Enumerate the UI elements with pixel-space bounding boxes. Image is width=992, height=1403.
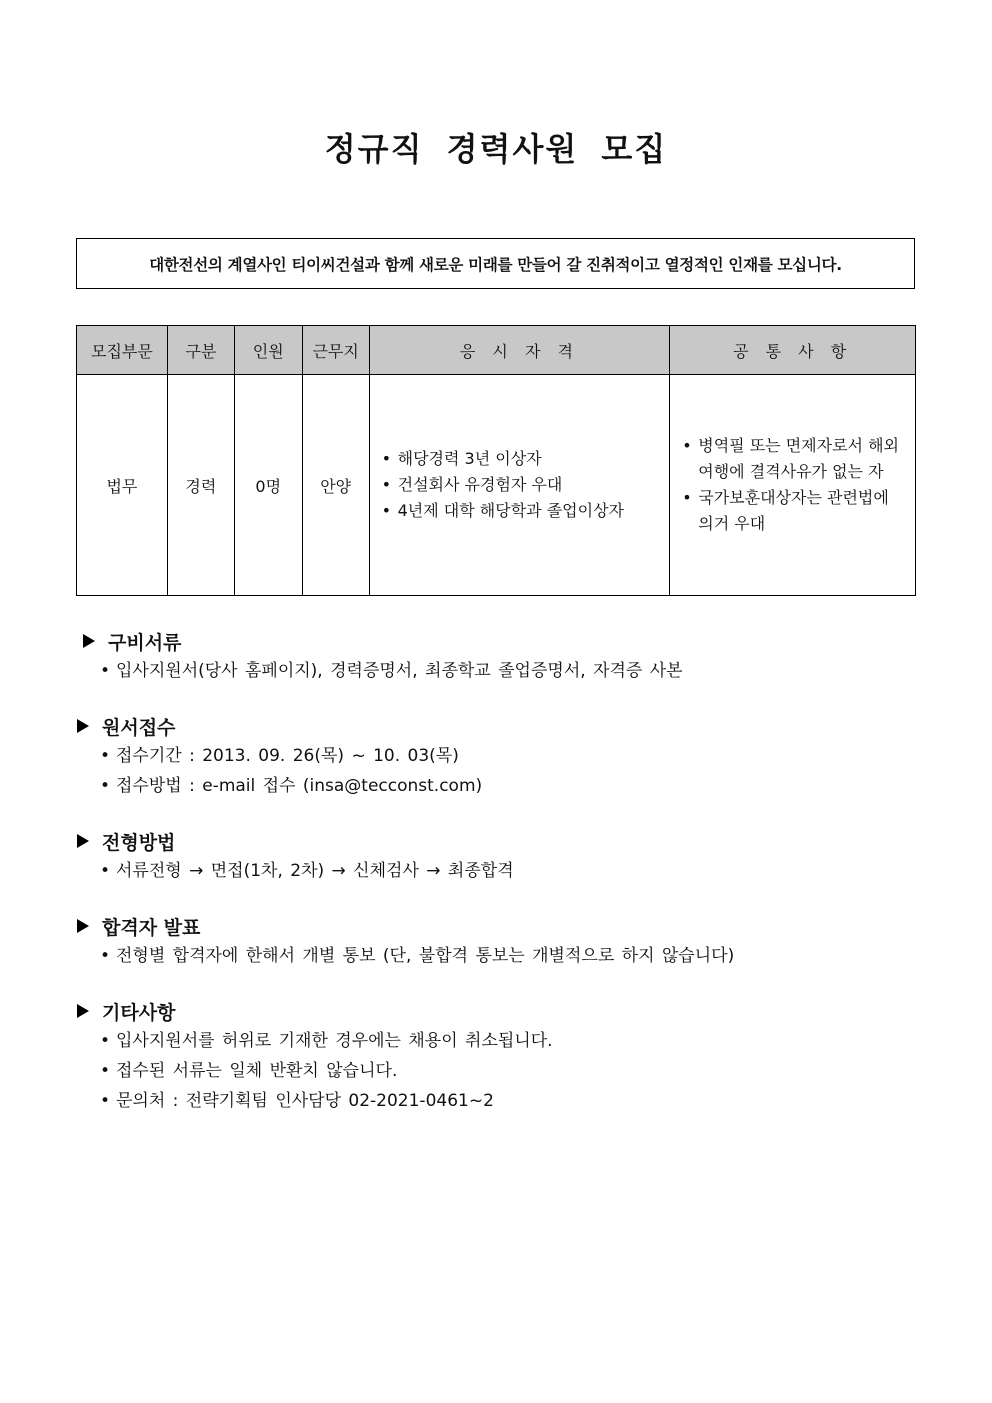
section-documents — [76, 626, 916, 686]
list-item: • 4년제 대학 해당학과 졸업이상자 — [380, 498, 660, 524]
intro-text: 대한전선의 계열사인 티이씨건설과 함께 새로운 미래를 만들어 갈 진취적이고 열정적인 인재를 모십니다. — [149, 255, 842, 274]
cell-qualifications — [369, 375, 670, 596]
table-header-row — [77, 326, 916, 375]
section-items — [76, 656, 916, 686]
list-item: • 건설회사 유경험자 우대 — [380, 472, 660, 498]
intro-box — [76, 238, 915, 289]
header-common: 공 통 사 항 — [670, 326, 916, 375]
cell-location: 안양 — [302, 375, 369, 596]
header-qualification: 응 시 자 격 — [369, 326, 670, 375]
triangle-right-icon — [76, 918, 90, 934]
header-location: 근무지 — [302, 326, 369, 375]
section-items — [76, 941, 916, 971]
section-other — [76, 996, 916, 1116]
recruitment-table — [76, 325, 916, 596]
section-heading-text: 합격자 발표 — [102, 916, 201, 939]
section-selection — [76, 826, 916, 886]
list-item: • 전형별 합격자에 한해서 개별 통보 (단, 불합격 통보는 개별적으로 하지 않습니다) — [98, 941, 916, 971]
section-announcement — [76, 911, 916, 971]
header-type: 구분 — [167, 326, 234, 375]
section-heading-text: 원서접수 — [102, 716, 176, 739]
list-item: • 접수된 서류는 일체 반환치 않습니다. — [98, 1056, 916, 1086]
triangle-right-icon — [76, 1003, 90, 1019]
section-items — [76, 741, 916, 801]
cell-dept: 법무 — [77, 375, 168, 596]
section-heading — [76, 826, 916, 856]
list-item: • 문의처 : 전략기획팀 인사담당 02-2021-0461~2 — [98, 1086, 916, 1116]
section-items — [76, 1026, 916, 1116]
cell-type: 경력 — [167, 375, 234, 596]
list-item: • 입사지원서(당사 홈페이지), 경력증명서, 최종학교 졸업증명서, 자격증 사본 — [98, 656, 916, 686]
cell-count: 0명 — [234, 375, 302, 596]
list-item: • 서류전형 → 면접(1차, 2차) → 신체검사 → 최종합격 — [98, 856, 916, 886]
section-heading-text: 구비서류 — [108, 631, 182, 654]
list-item: • 입사지원서를 허위로 기재한 경우에는 채용이 취소됩니다. — [98, 1026, 916, 1056]
triangle-right-icon — [76, 833, 90, 849]
qualification-list — [370, 446, 670, 524]
section-heading-text: 전형방법 — [102, 831, 176, 854]
common-list — [670, 433, 915, 537]
table-row — [77, 375, 916, 596]
section-heading — [76, 626, 916, 656]
header-count: 인원 — [234, 326, 302, 375]
section-heading — [76, 996, 916, 1026]
header-dept: 모집부문 — [77, 326, 168, 375]
section-heading — [76, 711, 916, 741]
triangle-right-icon — [76, 718, 90, 734]
section-items — [76, 856, 916, 886]
list-item: • 접수방법 : e-mail 접수 (insa@tecconst.com) — [98, 771, 916, 801]
list-item: • 해당경력 3년 이상자 — [380, 446, 660, 472]
cell-common — [670, 375, 916, 596]
list-item: • 국가보훈대상자는 관련법에 의거 우대 — [680, 485, 905, 537]
section-application — [76, 711, 916, 801]
section-heading-text: 기타사항 — [102, 1001, 176, 1024]
page-title: 정규직 경력사원 모집 — [324, 130, 668, 168]
list-item: • 접수기간 : 2013. 09. 26(목) ~ 10. 03(목) — [98, 741, 916, 771]
section-heading — [76, 911, 916, 941]
triangle-right-icon — [82, 633, 96, 649]
info-sections — [76, 626, 916, 1141]
list-item: • 병역필 또는 면제자로서 해외여행에 결격사유가 없는 자 — [680, 433, 905, 485]
